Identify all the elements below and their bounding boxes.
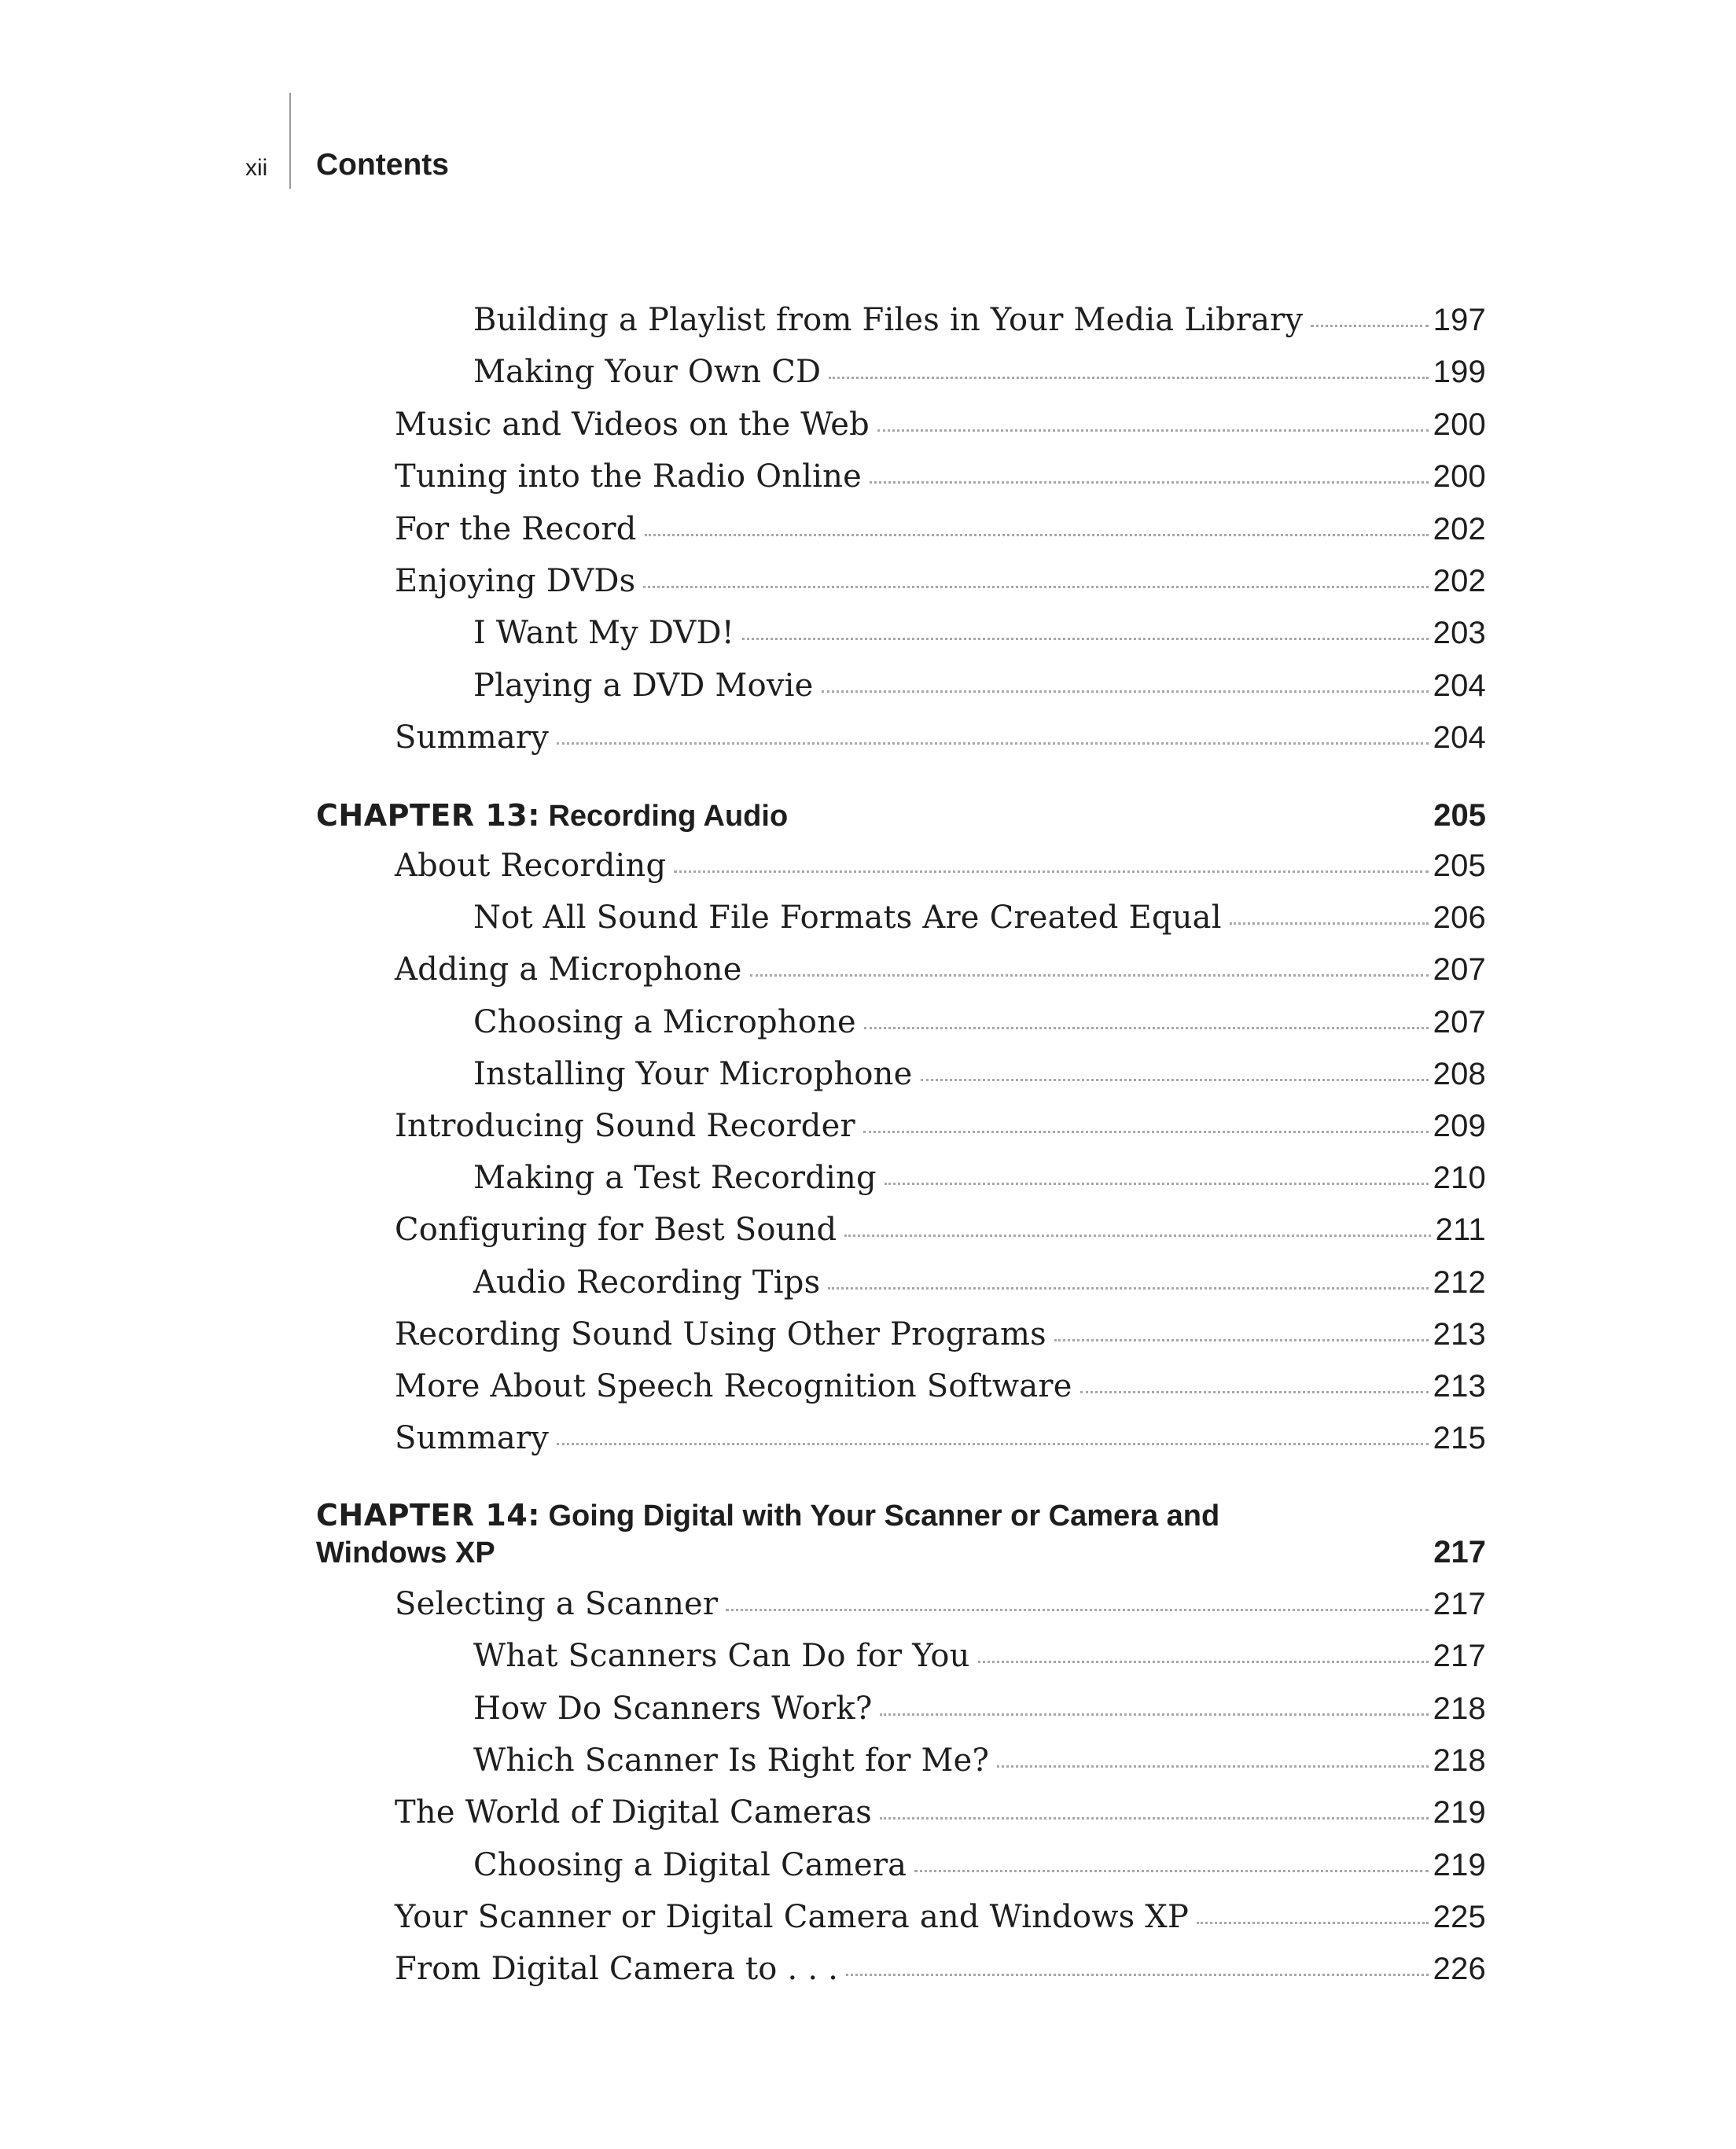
chapter-14-page: 217 <box>1433 1535 1486 1569</box>
dot-leader <box>643 586 1428 588</box>
toc-entry-title: Which Scanner Is Right for Me? <box>473 1742 990 1779</box>
toc-entry-page: 205 <box>1433 848 1486 883</box>
running-header-title: Contents <box>316 148 449 182</box>
toc-entry <box>395 1586 1486 1622</box>
dot-leader <box>863 1131 1429 1133</box>
toc-entry-page: 203 <box>1433 616 1486 651</box>
toc-entry-page: 217 <box>1433 1639 1486 1674</box>
toc-entry-title: Enjoying DVDs <box>395 563 636 599</box>
toc-entry <box>395 1316 1486 1352</box>
toc-entry <box>395 1899 1486 1935</box>
toc-entry-title: More About Speech Recognition Software <box>395 1368 1072 1404</box>
toc-entry <box>395 563 1486 599</box>
toc-entry-title: For the Record <box>395 510 637 547</box>
toc-entry-page: 202 <box>1433 564 1486 598</box>
dot-leader <box>822 690 1429 693</box>
chapter-13-heading <box>316 798 1486 833</box>
toc-entry-title: Summary <box>395 1420 549 1457</box>
chapter-14-heading <box>316 1498 1486 1570</box>
toc-entry <box>395 458 1486 495</box>
toc-entry <box>473 1056 1486 1092</box>
dot-leader <box>645 534 1429 536</box>
dot-leader <box>674 870 1428 873</box>
toc-entry <box>473 1160 1486 1196</box>
toc-entry-title: Choosing a Microphone <box>473 1003 856 1040</box>
toc-entry-title: The World of Digital Cameras <box>395 1794 872 1831</box>
toc-entry-title: What Scanners Can Do for You <box>473 1638 970 1675</box>
toc-entry-title: Building a Playlist from Files in Your Media Library <box>473 302 1304 338</box>
dot-leader <box>914 1870 1428 1872</box>
toc-entry-page: 212 <box>1433 1264 1486 1300</box>
dot-leader <box>877 429 1429 432</box>
toc-entry-title: Selecting a Scanner <box>395 1586 719 1622</box>
toc-entry <box>473 1847 1486 1883</box>
toc-entry <box>395 719 1486 756</box>
toc-entry-page: 204 <box>1433 720 1486 756</box>
toc-entry-title: Recording Sound Using Other Programs <box>395 1316 1046 1352</box>
toc-entry-page: 204 <box>1433 668 1486 703</box>
toc-entry <box>395 1420 1486 1456</box>
toc-entry-title: How Do Scanners Work? <box>473 1690 873 1727</box>
dot-leader <box>1197 1922 1429 1924</box>
toc-entry-page: 197 <box>1433 303 1486 337</box>
chapter-14-label: CHAPTER 14: <box>316 1498 540 1533</box>
toc-entry <box>473 354 1486 390</box>
dot-leader <box>557 742 1429 745</box>
dot-leader <box>750 974 1429 977</box>
toc-entry-title: Adding a Microphone <box>395 951 742 988</box>
toc-entry-title: Audio Recording Tips <box>473 1264 821 1301</box>
toc-entry <box>395 511 1486 547</box>
toc-entry-title: Not All Sound File Formats Are Created Equal <box>473 900 1222 937</box>
toc-entry <box>473 1638 1486 1674</box>
toc-entry-page: 199 <box>1433 355 1486 390</box>
toc-entry-title: Configuring for Best Sound <box>395 1212 837 1249</box>
dot-leader <box>828 1287 1428 1290</box>
chapter-14-title-line2: Windows XP <box>316 1536 495 1569</box>
toc-entry <box>473 302 1486 338</box>
toc-entry-title: Choosing a Digital Camera <box>473 1846 907 1883</box>
toc-entry <box>473 1004 1486 1040</box>
toc-entry-title: Installing Your Microphone <box>473 1055 913 1092</box>
toc-entry-title: Making a Test Recording <box>473 1160 877 1197</box>
dot-leader <box>742 638 1429 640</box>
chapter-13-title: Recording Audio <box>548 800 789 833</box>
toc-entry-page: 219 <box>1433 1847 1486 1882</box>
toc-entry-title: Tuning into the Radio Online <box>395 458 862 495</box>
dot-leader <box>880 1817 1429 1820</box>
dot-leader <box>921 1079 1429 1081</box>
dot-leader <box>846 1974 1429 1976</box>
toc-entry-title: Making Your Own CD <box>473 354 822 391</box>
dot-leader <box>829 377 1428 379</box>
toc-entry-title: I Want My DVD! <box>473 615 735 652</box>
toc-entry-page: 206 <box>1433 900 1486 936</box>
toc-entry-page: 202 <box>1433 511 1486 546</box>
toc-entry-page: 213 <box>1433 1369 1486 1404</box>
dot-leader <box>844 1235 1430 1237</box>
toc-entry <box>395 1368 1486 1404</box>
toc-entry-page: 211 <box>1435 1212 1486 1248</box>
toc-entry-page: 226 <box>1433 1952 1486 1987</box>
toc-entry-page: 200 <box>1433 407 1486 442</box>
toc-entry <box>395 1212 1486 1248</box>
dot-leader <box>870 481 1429 484</box>
toc-entry-title: Summary <box>395 719 549 756</box>
toc-entry <box>473 900 1486 936</box>
toc-entry-page: 215 <box>1433 1421 1486 1456</box>
toc-entry-page: 225 <box>1433 1899 1486 1934</box>
toc-entry-page: 218 <box>1433 1691 1486 1726</box>
dot-leader <box>1230 922 1429 925</box>
dot-leader <box>1054 1339 1429 1341</box>
dot-leader <box>1080 1391 1429 1393</box>
dot-leader <box>978 1661 1429 1663</box>
toc-entry-title: Music and Videos on the Web <box>395 406 870 443</box>
toc-entry <box>395 848 1486 884</box>
toc-entry <box>473 1691 1486 1727</box>
toc-entry-title: Your Scanner or Digital Camera and Windows XP <box>395 1898 1190 1935</box>
toc-entry-title: Introducing Sound Recorder <box>395 1108 855 1144</box>
toc-entry-page: 210 <box>1433 1161 1486 1196</box>
dot-leader <box>557 1443 1429 1445</box>
dot-leader <box>997 1765 1429 1768</box>
dot-leader <box>726 1609 1428 1611</box>
dot-leader <box>1311 325 1428 327</box>
toc-entry-page: 207 <box>1433 1004 1486 1040</box>
toc-entry-title: About Recording <box>395 848 667 884</box>
toc-entry <box>395 1951 1486 1987</box>
toc-entry-title: Playing a DVD Movie <box>473 667 814 704</box>
chapter-13-page: 205 <box>1433 798 1486 833</box>
dot-leader <box>885 1183 1429 1185</box>
running-header <box>0 0 1736 204</box>
toc-entry <box>473 1264 1486 1301</box>
toc-entry-page: 218 <box>1433 1742 1486 1778</box>
toc-entry <box>395 1794 1486 1831</box>
chapter-13-label: CHAPTER 13: <box>316 798 540 833</box>
page-number: xii <box>245 155 268 181</box>
toc-entry-page: 208 <box>1433 1056 1486 1091</box>
chapter-14-title-line1: Going Digital with Your Scanner or Camera and <box>548 1500 1220 1533</box>
toc-entry <box>473 668 1486 704</box>
toc-entry-page: 200 <box>1433 459 1486 495</box>
dot-leader <box>880 1713 1428 1716</box>
toc-entry <box>395 407 1486 443</box>
toc-entry-page: 219 <box>1433 1795 1486 1831</box>
toc-entry <box>473 1742 1486 1779</box>
toc-entry <box>395 1108 1486 1144</box>
toc-entry-page: 209 <box>1433 1109 1486 1143</box>
toc-entry <box>473 615 1486 651</box>
toc-entry <box>395 951 1486 988</box>
toc-entry-page: 217 <box>1433 1587 1486 1621</box>
toc-entry-page: 207 <box>1433 952 1486 988</box>
dot-leader <box>864 1027 1429 1029</box>
toc-entry-page: 213 <box>1433 1316 1486 1352</box>
header-divider <box>289 93 291 189</box>
toc-entry-title: From Digital Camera to . . . <box>395 1951 839 1988</box>
